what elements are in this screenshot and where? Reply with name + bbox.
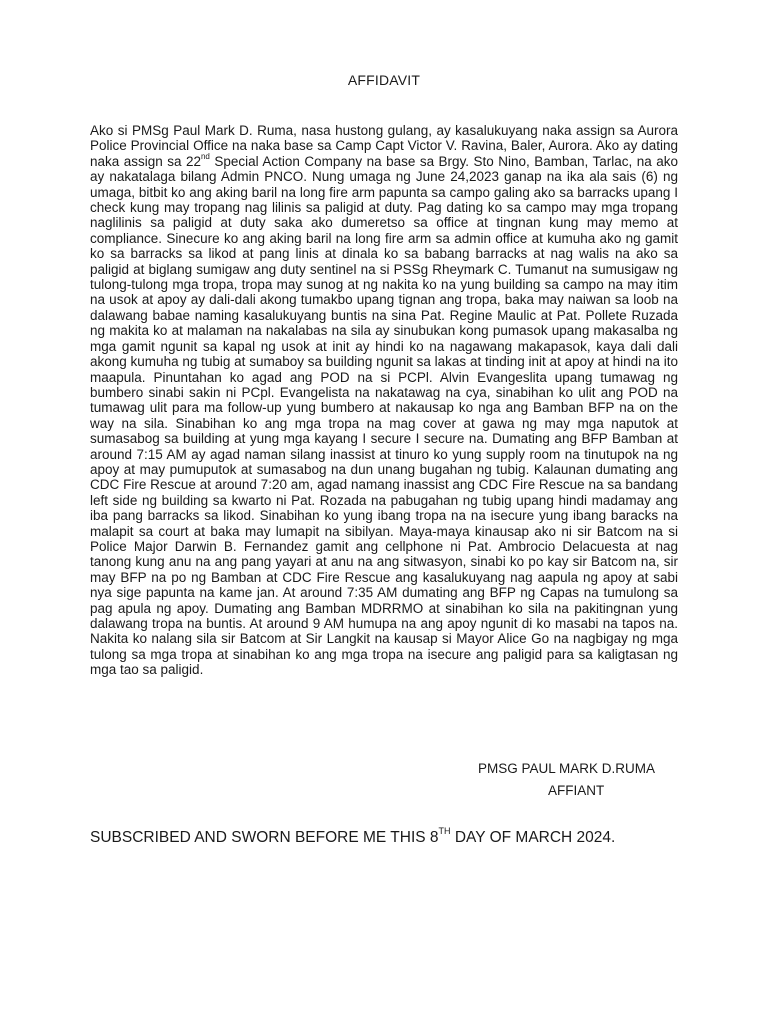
jurat-text-part1: SUBSCRIBED AND SWORN BEFORE ME THIS 8	[90, 829, 439, 846]
document-title: AFFIDAVIT	[347, 72, 421, 88]
jurat-statement	[90, 825, 690, 847]
jurat-ordinal-suffix: TH	[438, 825, 451, 836]
body-text-part2: Special Action Company na base sa Brgy. Sto Nino, Bamban, Tarlac, na ako ay nakatalaga bilang Admin PNCO. Nung umaga ng June 24,2023 ganap na ika ala sais (6) ng umaga, bitbit ko ang aking baril na long fire arm papunta sa campo galing ako sa barracks upang I check kung may tropang nag lilinis sa paligid at duty. Pag dating ko sa campo may mga tropang naglilinis sa paligid at duty saka ako dumeretso sa office at tingnan kung may memo at compliance. Sinecure ko ang aking baril na long fire arm sa admin office at kumuha ako ng gamit ko sa barracks sa likod at pang linis at dinala ko sa babang barracks at nag walis na ako sa paligid at biglang sumigaw ang duty sentinel na si PSSg Rheymark C. Tumanut na sumusigaw ng tulong-tulong mga tropa, tropa may sunog at ng nakita ko na yung building sa campo na may itim na usok at apoy ay dali-dali akong tumakbo upang tignan ang tropa, baka may naiwan sa loob na dalawang babae naming kasalukuyang buntis na sina Pat. Regine Maulic at Pat. Pollete Ruzada ng makita ko at malaman na nakalabas na sila ay sinubukan kong pumasok upang makasalba ng mga gamit ngunit sa kapal ng usok at init ay hindi ko na nagawang makapasok, kaya dali dali akong kumuha ng tubig at sumaboy sa building ngunit sa lakas at tinding init at apoy at hindi na ito maapula. Pinuntahan ko agad ang POD na si PCPl. Alvin Evangeslita upang tumawag ng bumbero sinabi sakin ni PCpl. Evangelista na nakatawag na cya, sinabihan ko ulit ang POD na tumawag ulit para ma follow-up yung bumbero at nakausap ko nga ang Bamban BFP na on the way na sila. Sinabihan ko ang mga tropa na mag cover at gawa ng may mga naputok at sumasabog sa building at yung mga kayang I secure I secure na. Dumating ang BFP Bamban at around 7:15 AM ay agad naman silang inassist at tinuro ko yung supply room na tinutupok na ng apoy at may pumuputok at sumasabog na dun unang bugahan ng tubig. Kalaunan dumating ang CDC Fire Rescue at around 7:20 am, agad namang inassist ang CDC Fire Rescue na sa bandang left side ng building sa kwarto ni Pat. Rozada na pabugahan ng tubig upang hindi madamay ang iba pang barracks sa likod. Sinabihan ko yung ibang tropa na na isecure yung ibang baracks na malapit sa court at baka may lumapit na sibilyan. Maya-maya kinausap ako ni sir Batcom na si Police Major Darwin B. Fernandez gamit ang cellphone ni Pat. Ambrocio Delacuesta at nag tanong kung anu na ang pang yayari at anu na ang sitwasyon, sinabi ko po kay sir Batcom na, sir may BFP na po ng Bamban at CDC Fire Rescue ang kasalukuyang nag aapula ng apoy at sabi nya sige papunta na kame jan. At around 7:35 AM dumating ang BFP ng Capas na tumulong sa pag apula ng apoy. Dumating ang Bamban MDRRMO at sinabihan ko sila na pakitingnan yung dalawang tropa na buntis. At around 9 AM humupa na ang apoy ngunit di ko masabi na tapos na. Nakita ko nalang sila sir Batcom at Sir Langkit na kausap si Mayor Alice Go na nagbigay ng mga tulong sa mga tropa at sinabihan ko ang mga tropa na isecure ang paligid para sa kaligtasan ng mga tao sa paligid.	[90, 153, 678, 678]
affiant-label: AFFIANT	[548, 783, 605, 798]
body-text-part1: Ako si PMSg Paul Mark D. Ruma, nasa hustong gulang, ay kasalukuyang naka assign sa Aurora Police Provincial Office na naka base sa Camp Capt Victor V. Ravina, Baler, Aurora. Ako ay dating naka assign sa 22	[90, 123, 678, 169]
signatory-name: PMSG PAUL MARK D.RUMA	[478, 761, 656, 776]
ordinal-suffix: nd	[200, 152, 210, 162]
jurat-text-part2: DAY OF MARCH 2024.	[450, 829, 616, 846]
affidavit-body	[90, 123, 678, 678]
